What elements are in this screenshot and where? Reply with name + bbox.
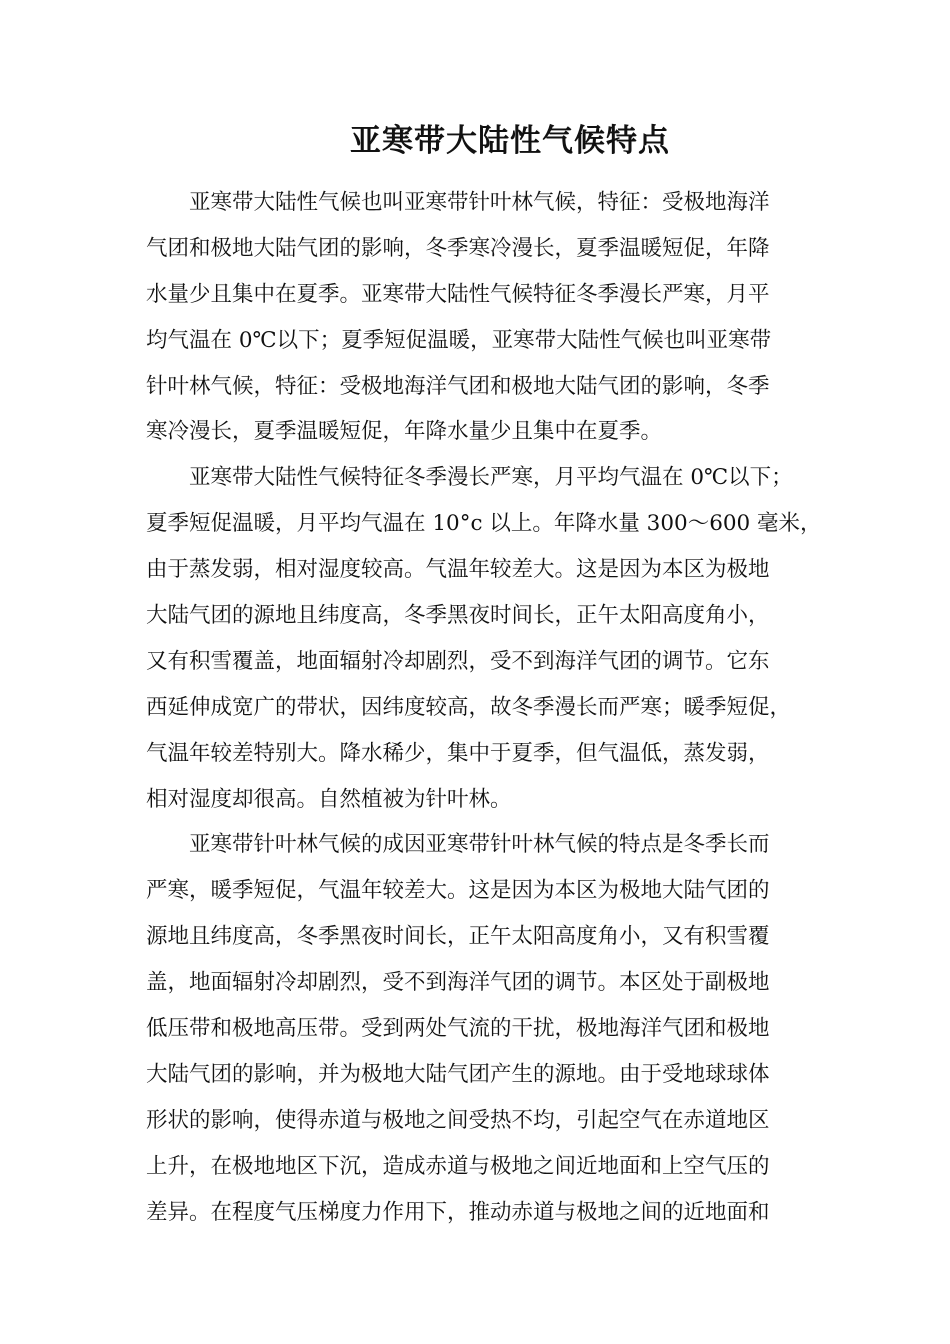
text-line: 大陆气团的影响，并为极地大陆气团产生的源地。由于受地球球体 <box>146 1061 770 1087</box>
text-line: 针叶林气候，特征：受极地海洋气团和极地大陆气团的影响，冬季 <box>146 373 770 399</box>
text-line: 严寒，暖季短促，气温年较差大。这是因为本区为极地大陆气团的 <box>146 878 770 904</box>
text-line: 寒冷漫长，夏季温暖短促，年降水量少且集中在夏季。 <box>146 419 663 445</box>
text-line: 大陆气团的源地且纬度高，冬季黑夜时间长，正午太阳高度角小， <box>146 603 770 629</box>
text-line: 相对湿度却很高。自然植被为针叶林。 <box>146 786 512 812</box>
text-line: 源地且纬度高，冬季黑夜时间长，正午太阳高度角小，又有积雪覆 <box>146 924 770 950</box>
text-line: 差异。在程度气压梯度力作用下，推动赤道与极地之间的近地面和 <box>146 1199 770 1225</box>
text-line: 气团和极地大陆气团的影响，冬季寒冷漫长，夏季温暖短促，年降 <box>146 235 770 261</box>
text-line: 气温年较差特别大。降水稀少，集中于夏季，但气温低，蒸发弱， <box>146 740 770 766</box>
text-line: 亚寒带针叶林气候的成因亚寒带针叶林气候的特点是冬季长而 <box>189 832 770 858</box>
text-line: 由于蒸发弱，相对湿度较高。气温年较差大。这是因为本区为极地 <box>146 557 770 583</box>
text-line: 低压带和极地高压带。受到两处气流的干扰，极地海洋气团和极地 <box>146 1016 770 1042</box>
text-line: 西延伸成宽广的带状，因纬度较高，故冬季漫长而严寒；暖季短促， <box>146 694 792 720</box>
text-line: 盖，地面辐射冷却剧烈，受不到海洋气团的调节。本区处于副极地 <box>146 970 770 996</box>
text-line: 亚寒带大陆性气候也叫亚寒带针叶林气候，特征：受极地海洋 <box>189 190 770 215</box>
document-title: 亚寒带大陆性气候特点 <box>350 123 670 159</box>
text-line: 上升，在极地地区下沉，造成赤道与极地之间近地面和上空气压的 <box>146 1153 770 1179</box>
text-line: 均气温在 0℃以下；夏季短促温暖，亚寒带大陆性气候也叫亚寒带 <box>146 327 772 353</box>
text-line: 又有积雪覆盖，地面辐射冷却剧烈，受不到海洋气团的调节。它东 <box>146 648 770 674</box>
document-body <box>146 180 846 1235</box>
text-line: 形状的影响，使得赤道与极地之间受热不均，引起空气在赤道地区 <box>146 1107 770 1133</box>
text-line: 亚寒带大陆性气候特征冬季漫长严寒，月平均气温在 0℃以下； <box>189 465 793 491</box>
text-line: 水量少且集中在夏季。亚寒带大陆性气候特征冬季漫长严寒，月平 <box>146 281 770 307</box>
text-line: 夏季短促温暖，月平均气温在 10°c 以上。年降水量 300～600 毫米， <box>146 511 822 537</box>
